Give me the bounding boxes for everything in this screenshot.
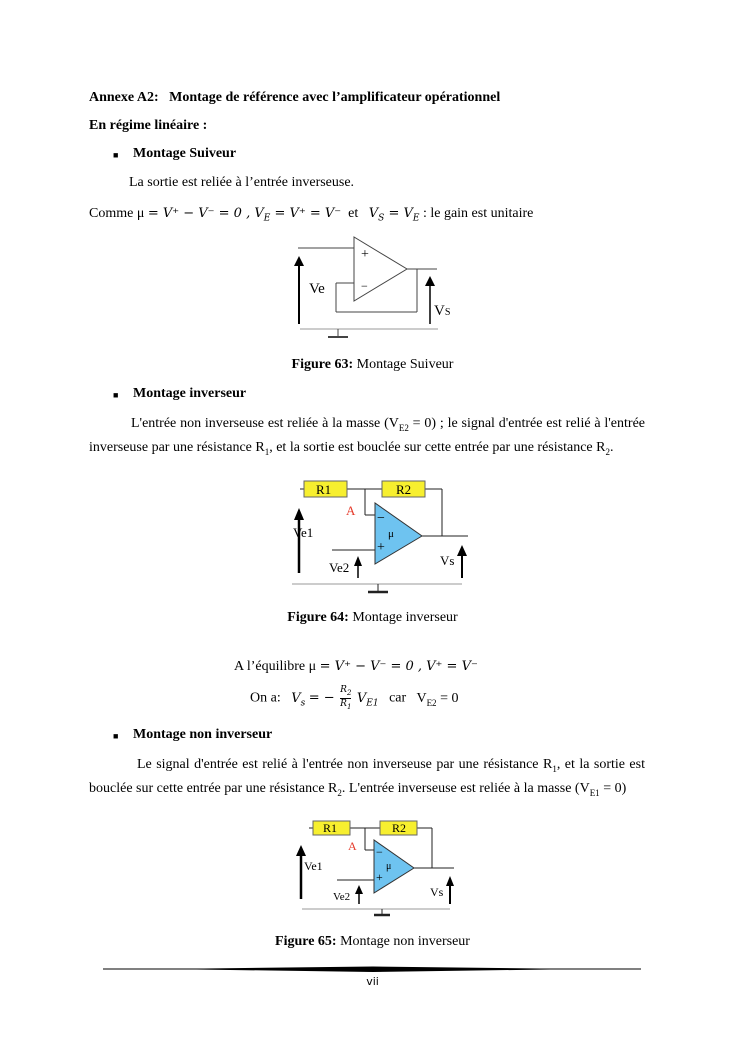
suiveur-description: La sortie est reliée à l’entrée inverseuse. [129, 175, 355, 190]
figure-65-caption: Figure 65: Montage non inverseur [275, 934, 470, 949]
vs-label: Vs [430, 885, 444, 899]
inverseur-paragraph: L'entrée non inverseuse est reliée à la masse $(V_{E2} = 0)$ ; le signal d'entrée est relié à l'entrée inverseuse par une résistance $R_1$, et la sortie est bouclée sur cette entrée par une résistance $R_2$. [89, 416, 646, 457]
figure-64-caption: Figure 64: Montage inverseur [287, 610, 458, 625]
minus-sign: − [361, 279, 368, 293]
gain-equation: On a: $V_s$ = − $\frac{R_2}{R_1}$ $V_{E1}$ car $V_{E2} = 0$ [250, 685, 459, 711]
fraction: $\frac{R_2}{R_1}$ [340, 685, 352, 711]
noninverseur-paragraph: Le signal d'entrée est relié à l'entrée non inverseuse par une résistance $R_1$, et la sortie est bouclée sur cette entrée par une résistance $R_2$. L'entrée inverseuse est reliée à la masse $(V_{E1} = 0)$ [89, 757, 645, 798]
annex-label: Annexe A2: [89, 90, 159, 105]
vs-label: VS [434, 303, 450, 319]
inverseur-circuit-diagram [280, 478, 472, 596]
plus-sign: + [361, 247, 369, 262]
figure-63-caption: Figure 63: Montage Suiveur [291, 357, 454, 372]
suiveur-circuit-diagram [290, 232, 450, 344]
node-a-label: A [348, 839, 357, 853]
mu-label: μ [388, 528, 394, 540]
suiveur-heading: Montage Suiveur [133, 146, 237, 161]
regime-heading: En régime linéaire : [89, 118, 208, 133]
ve2-label: Ve2 [333, 891, 351, 903]
ve-label: Ve [309, 281, 325, 297]
noninverseur-circuit-diagram [292, 818, 458, 920]
r2-label: R2 [396, 482, 412, 497]
bullet-icon: ■ [113, 150, 119, 160]
equilibrium-equation: A l’équilibre μ = V⁺ − V⁻ = 0 , V⁺ = V⁻ [234, 659, 478, 674]
node-a-label: A [346, 503, 356, 518]
annex-title: Montage de référence avec l’amplificateur opérationnel [169, 90, 501, 105]
plus-sign: + [377, 540, 385, 555]
r1-label: R1 [323, 821, 338, 835]
noninverseur-heading: Montage non inverseur [133, 727, 273, 742]
minus-sign: − [377, 511, 385, 526]
vs-label: Vs [440, 553, 455, 568]
ve1-label: Ve1 [304, 859, 323, 873]
ve2-label: Ve2 [329, 560, 350, 575]
bullet-icon: ■ [113, 390, 119, 400]
formula-suffix: : le gain est unitaire [422, 206, 534, 221]
mu-label: μ [386, 861, 392, 872]
plus-sign: + [376, 870, 383, 884]
formula-eq2: $V_S = V_E$ [368, 206, 420, 224]
formula-prefix: Comme μ [89, 206, 145, 221]
minus-sign: − [376, 845, 383, 859]
ve1-label: Ve1 [293, 525, 314, 540]
r1-label: R1 [316, 482, 332, 497]
inverseur-heading: Montage inverseur [133, 386, 247, 401]
r2-label: R2 [392, 821, 407, 835]
page-number: vii [366, 975, 379, 988]
formula-and: et [348, 206, 359, 221]
bullet-icon: ■ [113, 731, 119, 741]
formula-eq1: = V⁺ − V⁻ = 0 , $V_E = V^+ = V^-$ [147, 206, 342, 224]
suiveur-formula [89, 206, 533, 224]
footer-rule [103, 965, 643, 975]
annex-heading [89, 90, 500, 106]
